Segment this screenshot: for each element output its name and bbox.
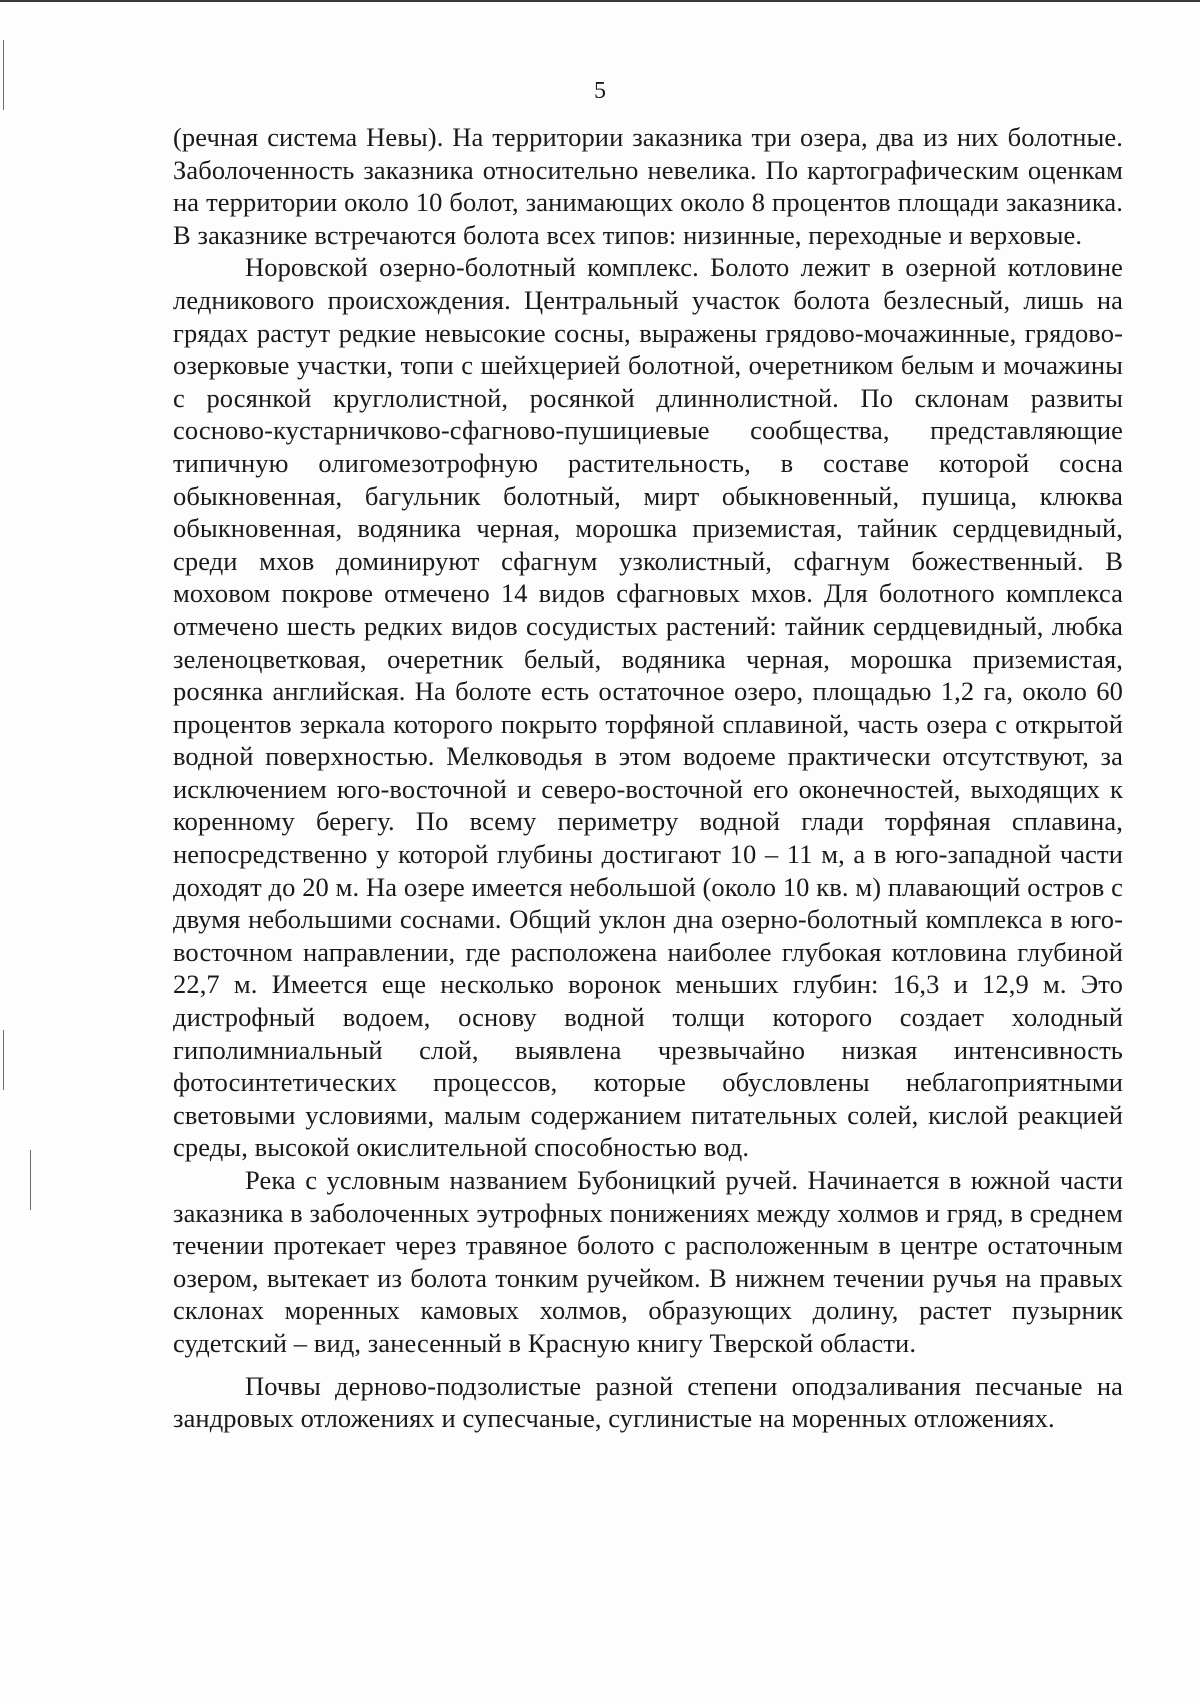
paragraph-bubonitsky-stream: Река с условным названием Бубоницкий ручей. Начинается в южной части заказника в заболоченных эутрофных понижениях между холмов и гряд, в среднем течении протекает через травяное болото с расположенным в центре остаточным озером, вытекает из болота тонким ручейком. В нижнем течении ручья на правых склонах моренных камовых холмов, образующих долину, растет пузырник судетский – вид, занесенный в Красную книгу Тверской области. <box>173 1165 1123 1358</box>
page-number: 5 <box>594 78 606 104</box>
paragraph-soils: Почвы дерново-подзолистые разной степени оподзаливания песчаные на зандровых отложениях и супесчаные, суглинистые на моренных отложениях. <box>173 1370 1123 1434</box>
paragraph-norovskoy-complex: Норовской озерно-болотный комплекс. Болото лежит в озерной котловине ледникового происхождения. Центральный участок болота безлесный, лишь на грядах растут редкие невысокие сосны, выражены грядово-мочажинные, грядово-озерковые участки, топи с шейхцерией болотной, очеретником белым и мочажины с росянкой круглолистной, росянкой длиннолистной. По склонам развиты сосново-кустарничково-сфагново-пушициевые сообщества, представляющие типичную олигомезотрофную растительность, в составе которой сосна обыкновенная, багульник болотный, мирт обыкновенный, пушица, клюква обыкновенная, водяника черная, морошка приземистая, тайник сердцевидный, среди мхов доминируют сфагнум узколистный, сфагнум божественный. В моховом покрове отмечено 14 видов сфагновых мхов. Для болотного комплекса отмечено шесть редких видов сосудистых растений: тайник сердцевидный, любка зеленоцветковая, очеретник белый, водяника черная, морошка приземистая, росянка английская. На болоте есть остаточное озеро, площадью 1,2 га, около 60 процентов зеркала которого покрыто торфяной сплавиной, часть озера с открытой водной поверхностью. Мелководья в этом водоеме практически отсутствуют, за исключением юго-восточной и северо-восточной его оконечностей, выходящих к коренному берегу. По всему периметру водной глади торфяная сплавина, непосредственно у которой глубины достигают 10 – 11 м, а в юго-западной части доходят до 20 м. На озере имеется небольшой (около 10 кв. м) плавающий остров с двумя небольшими соснами. Общий уклон дна озерно-болотный комплекса в юго-восточном направлении, где расположена наиболее глубокая котловина глубиной 22,7 м. Имеется еще несколько воронок меньших глубин: 16,3 и 12,9 м. Это дистрофный водоем, основу водной толщи которого создает холодный гиполимниальный слой, выявлена чрезвычайно низкая интенсивность фотосинтетических процессов, которые обусловлены неблагоприятными световыми условиями, малым содержанием питательных солей, кислой реакцией среды, высокой окислительной способностью вод. <box>173 252 1123 1163</box>
scan-edge-mark <box>30 1150 31 1210</box>
paragraph-intro: (речная система Невы). На территории заказника три озера, два из них болотные. Заболоченность заказника относительно невелика. По картографическим оценкам на территории около 10 болот, занимающих около 8 процентов площади заказника. В заказнике встречаются болота всех типов: низинные, переходные и верховые. <box>173 122 1123 250</box>
scan-edge-mark <box>3 1030 4 1090</box>
document-body <box>173 121 1123 1435</box>
page-top-border <box>0 0 1200 2</box>
